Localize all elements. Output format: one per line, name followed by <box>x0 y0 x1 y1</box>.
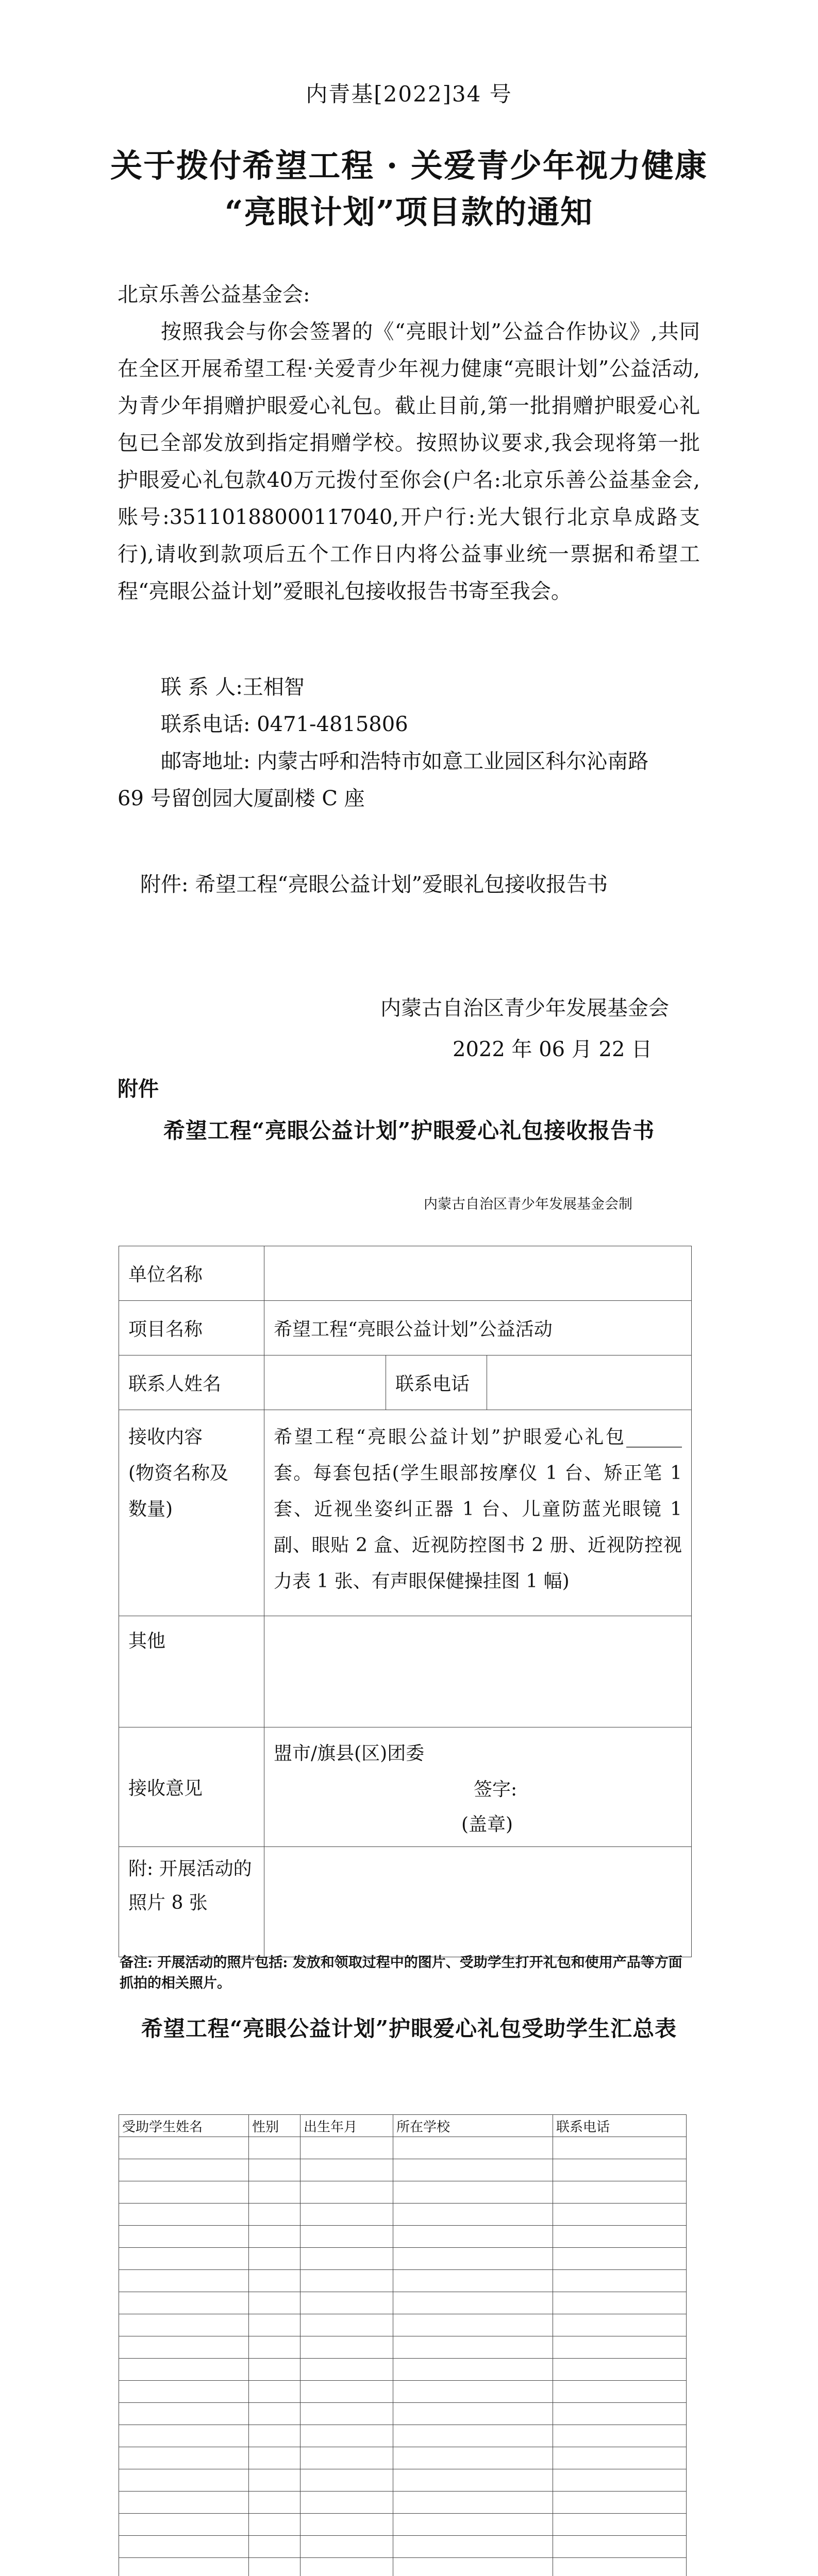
table-cell[interactable] <box>119 2159 249 2181</box>
receive-label-line-3: 数量) <box>128 1499 173 1520</box>
table-cell[interactable] <box>301 2159 393 2181</box>
table-cell[interactable] <box>393 2314 553 2336</box>
report-note: 备注: 开展活动的照片包括: 发放和领取过程中的图片、受助学生打开礼包和使用产品等方面抓拍的相关照片。 <box>120 1955 682 1991</box>
table-cell[interactable] <box>393 2137 553 2159</box>
table-cell[interactable] <box>301 2314 393 2336</box>
table-cell[interactable] <box>393 2270 553 2292</box>
contact-phone: 联系电话: 0471-4815806 <box>161 713 408 736</box>
table-cell[interactable] <box>301 2226 393 2248</box>
contact-name-label: 联系人姓名 <box>119 1355 264 1410</box>
table-row <box>119 2492 687 2514</box>
header-phone: 联系电话 <box>553 2115 687 2137</box>
table-cell[interactable] <box>553 2336 687 2359</box>
table-cell[interactable] <box>119 2536 249 2558</box>
attachment-label: 附件 <box>118 1077 159 1101</box>
table-cell[interactable] <box>249 2536 301 2558</box>
table-cell[interactable] <box>301 2181 393 2204</box>
table-cell[interactable] <box>119 2292 249 2314</box>
table-cell[interactable] <box>393 2226 553 2248</box>
table-cell[interactable] <box>553 2514 687 2536</box>
table-cell[interactable] <box>119 2447 249 2469</box>
table-cell[interactable] <box>393 2469 553 2492</box>
seal-label: (盖章) <box>461 1814 513 1835</box>
table-cell[interactable] <box>249 2248 301 2270</box>
table-cell[interactable] <box>249 2336 301 2359</box>
contact-person: 联 系 人:王相智 <box>161 675 305 699</box>
table-cell[interactable] <box>301 2381 393 2403</box>
title-line-2: “亮眼计划”项目款的通知 <box>224 193 594 231</box>
report-made-by: 内蒙古自治区青少年发展基金会制 <box>424 1196 632 1212</box>
table-cell[interactable] <box>119 2359 249 2381</box>
table-cell[interactable] <box>249 2447 301 2469</box>
body-paragraph: 按照我会与你会签署的《“亮眼计划”公益合作协议》,共同在全区开展希望工程·关爱青少年视力健康“亮眼计划”公益活动,为青少年捐赠护眼爱心礼包。截止目前,第一批捐赠护眼爱心礼包已全部发放到指定捐赠学校。按照协议要求,我会现将第一批护眼爱心礼包款40万元拨付至你会(户名:北京乐善公益基金会,账号:35110188000117040,开户行:光大银行北京阜成路支行),请收到款项后五个工作日内将公益事业统一票据和希望工程“亮眼公益计划”爱眼礼包接收报告书寄至我会。 <box>118 320 700 603</box>
address-line-1: 邮寄地址: 内蒙古呼和浩特市如意工业园区科尔沁南路 <box>161 750 649 773</box>
table-cell[interactable] <box>301 2536 393 2558</box>
table-cell[interactable] <box>393 2447 553 2469</box>
unit-name-value[interactable] <box>264 1246 692 1301</box>
table-cell[interactable] <box>553 2492 687 2514</box>
table-row <box>119 2204 687 2226</box>
table-cell[interactable] <box>553 2359 687 2381</box>
table-cell[interactable] <box>119 2204 249 2226</box>
table-cell[interactable] <box>553 2314 687 2336</box>
student-roster-table <box>119 2114 687 2576</box>
table-cell[interactable] <box>301 2204 393 2226</box>
table-cell[interactable] <box>301 2359 393 2381</box>
table-cell[interactable] <box>249 2181 301 2204</box>
contact-name-value[interactable] <box>264 1355 386 1410</box>
address-line-2: 69 号留创园大厦副楼 C 座 <box>118 787 365 810</box>
table-cell[interactable] <box>249 2558 301 2576</box>
table-cell[interactable] <box>119 2381 249 2403</box>
table-cell[interactable] <box>553 2381 687 2403</box>
table-cell[interactable] <box>393 2558 553 2576</box>
table-cell[interactable] <box>119 2425 249 2447</box>
table-cell[interactable] <box>249 2204 301 2226</box>
table-cell[interactable] <box>249 2314 301 2336</box>
table-cell[interactable] <box>553 2447 687 2469</box>
table-cell[interactable] <box>119 2492 249 2514</box>
table-cell[interactable] <box>119 2336 249 2359</box>
table-cell[interactable] <box>553 2137 687 2159</box>
table-cell[interactable] <box>393 2204 553 2226</box>
table-cell[interactable] <box>249 2359 301 2381</box>
table-row <box>119 2403 687 2425</box>
contact-phone-label: 联系电话 <box>386 1355 487 1410</box>
table-cell[interactable] <box>301 2558 393 2576</box>
table-row <box>119 2314 687 2336</box>
issue-date: 2022 年 06 月 22 日 <box>453 1038 653 1061</box>
table-row <box>119 2181 687 2204</box>
table-cell[interactable] <box>553 2181 687 2204</box>
table-row <box>119 2248 687 2270</box>
table-cell[interactable] <box>301 2270 393 2292</box>
table-row <box>119 2359 687 2381</box>
table-cell[interactable] <box>553 2270 687 2292</box>
table-cell[interactable] <box>119 2270 249 2292</box>
project-name-value: 希望工程“亮眼公益计划”公益活动 <box>264 1301 692 1355</box>
table-cell[interactable] <box>301 2403 393 2425</box>
unit-name-label: 单位名称 <box>119 1246 264 1301</box>
table-row <box>119 2381 687 2403</box>
receive-label-line-1: 接收内容 <box>128 1427 203 1448</box>
header-birth: 出生年月 <box>301 2115 393 2137</box>
salutation: 北京乐善公益基金会: <box>118 283 310 307</box>
table-cell[interactable] <box>249 2381 301 2403</box>
table-cell[interactable] <box>553 2204 687 2226</box>
issuer: 内蒙古自治区青少年发展基金会 <box>380 996 669 1020</box>
table-cell[interactable] <box>553 2425 687 2447</box>
table-row <box>119 2558 687 2576</box>
table-row <box>119 2159 687 2181</box>
table-cell[interactable] <box>249 2159 301 2181</box>
table-cell[interactable] <box>393 2248 553 2270</box>
opinion-org: 盟市/旗县(区)团委 <box>274 1743 425 1764</box>
table-cell[interactable] <box>553 2292 687 2314</box>
table-row <box>119 2514 687 2536</box>
table-cell[interactable] <box>393 2536 553 2558</box>
table-cell[interactable] <box>553 2403 687 2425</box>
table-cell[interactable] <box>393 2403 553 2425</box>
table-cell[interactable] <box>119 2248 249 2270</box>
table-cell[interactable] <box>553 2226 687 2248</box>
table-cell[interactable] <box>553 2469 687 2492</box>
table-row <box>119 2469 687 2492</box>
other-label: 其他 <box>119 1616 264 1727</box>
table-cell[interactable] <box>301 2492 393 2514</box>
table-row <box>119 2270 687 2292</box>
table-row <box>119 2425 687 2447</box>
receive-content-label <box>119 1410 264 1616</box>
table-cell[interactable] <box>301 2137 393 2159</box>
table-cell[interactable] <box>393 2359 553 2381</box>
table-cell[interactable] <box>119 2181 249 2204</box>
contact-phone-value[interactable] <box>487 1355 692 1410</box>
table-cell[interactable] <box>301 2292 393 2314</box>
table-cell[interactable] <box>553 2248 687 2270</box>
table-cell[interactable] <box>301 2514 393 2536</box>
table-cell[interactable] <box>249 2292 301 2314</box>
table-cell[interactable] <box>119 2514 249 2536</box>
table-cell[interactable] <box>119 2403 249 2425</box>
table-cell[interactable] <box>119 2137 249 2159</box>
table-cell[interactable] <box>301 2447 393 2469</box>
other-value[interactable] <box>264 1616 692 1727</box>
table-cell[interactable] <box>249 2226 301 2248</box>
table-cell[interactable] <box>393 2336 553 2359</box>
table-row <box>119 2447 687 2469</box>
table-cell[interactable] <box>393 2425 553 2447</box>
table-cell[interactable] <box>249 2270 301 2292</box>
table-cell[interactable] <box>249 2425 301 2447</box>
roster-header-row <box>119 2115 687 2137</box>
header-gender: 性别 <box>249 2115 301 2137</box>
table-cell[interactable] <box>393 2514 553 2536</box>
roster-title: 希望工程“亮眼公益计划”护眼爱心礼包受助学生汇总表 <box>141 2016 677 2041</box>
photos-label <box>119 1847 264 1957</box>
table-cell[interactable] <box>249 2469 301 2492</box>
table-cell[interactable] <box>119 2226 249 2248</box>
header-school: 所在学校 <box>393 2115 553 2137</box>
table-cell[interactable] <box>249 2403 301 2425</box>
table-cell[interactable] <box>119 2558 249 2576</box>
table-cell[interactable] <box>393 2381 553 2403</box>
header-student-name: 受助学生姓名 <box>119 2115 249 2137</box>
table-cell[interactable] <box>301 2248 393 2270</box>
table-cell[interactable] <box>301 2469 393 2492</box>
table-cell[interactable] <box>393 2492 553 2514</box>
opinion-label: 接收意见 <box>119 1727 264 1847</box>
table-cell[interactable] <box>249 2137 301 2159</box>
document-number: 内青基[2022]34 号 <box>306 81 512 107</box>
opinion-value <box>264 1727 692 1847</box>
table-cell[interactable] <box>301 2336 393 2359</box>
signature-label: 签字: <box>474 1779 517 1800</box>
table-cell[interactable] <box>249 2492 301 2514</box>
table-cell[interactable] <box>119 2469 249 2492</box>
table-cell[interactable] <box>249 2514 301 2536</box>
table-row <box>119 2292 687 2314</box>
attachment-note: 附件: 希望工程“亮眼公益计划”爱眼礼包接收报告书 <box>140 873 608 896</box>
receive-label-line-2: (物资名称及 <box>128 1463 229 1484</box>
receive-content-value: 希望工程“亮眼公益计划”护眼爱心礼包______套。每套包括(学生眼部按摩仪 1 台、矫正笔 1 套、近视坐姿纠正器 1 台、儿童防蓝光眼镜 1 副、眼贴 2 盒、近视防控图书 2 册、近视防控视力表 1 张、有声眼保健操挂图 1 幅) <box>264 1410 692 1616</box>
report-title: 希望工程“亮眼公益计划”护眼爱心礼包接收报告书 <box>163 1118 655 1143</box>
project-name-label: 项目名称 <box>119 1301 264 1355</box>
table-row <box>119 2137 687 2159</box>
photos-value[interactable] <box>264 1847 692 1957</box>
table-cell[interactable] <box>393 2181 553 2204</box>
table-row <box>119 2536 687 2558</box>
title-line-1: 关于拨付希望工程 · 关爱青少年视力健康 <box>110 147 708 184</box>
table-row <box>119 2226 687 2248</box>
table-cell[interactable] <box>393 2292 553 2314</box>
table-cell[interactable] <box>553 2558 687 2576</box>
photos-label-line-1: 附: 开展活动的 <box>128 1858 252 1879</box>
photos-label-line-2: 照片 8 张 <box>128 1892 208 1913</box>
table-row <box>119 2336 687 2359</box>
table-cell[interactable] <box>553 2536 687 2558</box>
receipt-report-table <box>119 1246 692 1957</box>
table-cell[interactable] <box>553 2159 687 2181</box>
table-cell[interactable] <box>119 2314 249 2336</box>
table-cell[interactable] <box>301 2425 393 2447</box>
table-cell[interactable] <box>393 2159 553 2181</box>
